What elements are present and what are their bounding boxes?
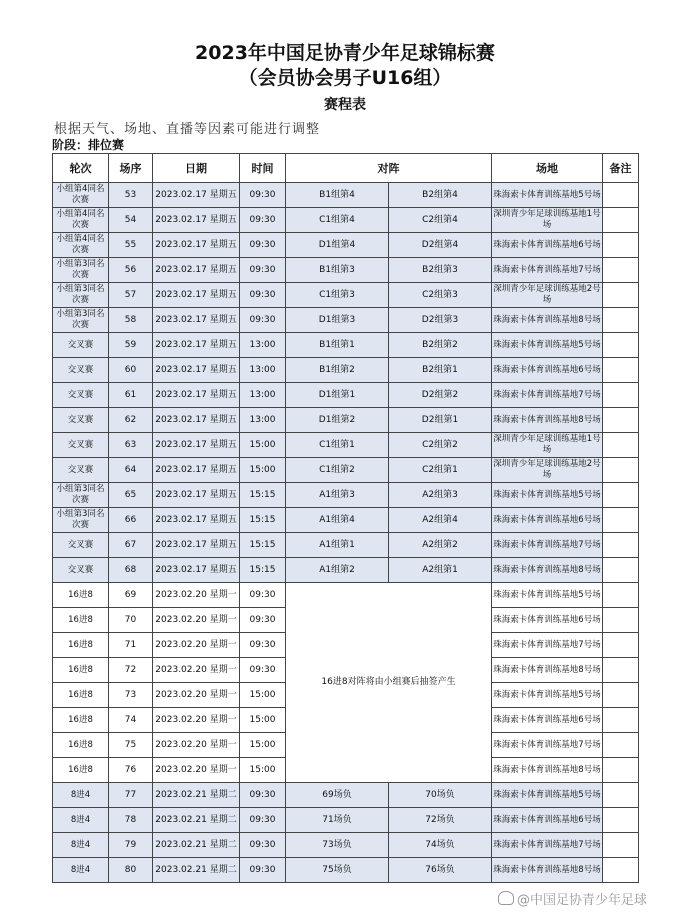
remark-cell: [603, 758, 639, 783]
match-no-cell: 68: [109, 558, 153, 583]
header-time: 时间: [240, 154, 286, 183]
home-team-cell: 73场负: [286, 833, 389, 858]
table-row: [53, 583, 639, 608]
away-team-cell: 76场负: [389, 858, 492, 883]
table-row: [53, 433, 639, 458]
remark-cell: [603, 658, 639, 683]
time-cell: 09:30: [240, 208, 286, 233]
round-cell: 16进8: [53, 608, 109, 633]
remark-cell: [603, 408, 639, 433]
home-team-cell: D1组第3: [286, 308, 389, 333]
round-cell: 小组第3同名次赛: [53, 508, 109, 533]
venue-cell: 珠海索卡体育训练基地7号场: [492, 258, 603, 283]
remark-cell: [603, 583, 639, 608]
round-cell: 小组第4同名次赛: [53, 233, 109, 258]
date-cell: 2023.02.20 星期一: [153, 583, 240, 608]
remark-cell: [603, 433, 639, 458]
remark-cell: [603, 383, 639, 408]
away-team-cell: D2组第1: [389, 408, 492, 433]
time-cell: 09:30: [240, 308, 286, 333]
home-team-cell: 69场负: [286, 783, 389, 808]
time-cell: 13:00: [240, 408, 286, 433]
table-row: [53, 458, 639, 483]
date-cell: 2023.02.21 星期二: [153, 808, 240, 833]
date-cell: 2023.02.17 星期五: [153, 533, 240, 558]
home-team-cell: 71场负: [286, 808, 389, 833]
home-team-cell: A1组第1: [286, 533, 389, 558]
match-no-cell: 55: [109, 233, 153, 258]
time-cell: 09:30: [240, 183, 286, 208]
venue-cell: 珠海索卡体育训练基地5号场: [492, 783, 603, 808]
round-cell: 交叉赛: [53, 533, 109, 558]
venue-cell: 珠海索卡体育训练基地5号场: [492, 483, 603, 508]
table-row: [53, 333, 639, 358]
time-cell: 15:00: [240, 708, 286, 733]
table-row: [53, 283, 639, 308]
home-team-cell: B1组第2: [286, 358, 389, 383]
round-cell: 小组第3同名次赛: [53, 483, 109, 508]
time-cell: 13:00: [240, 358, 286, 383]
date-cell: 2023.02.20 星期一: [153, 683, 240, 708]
title-line1: 2023年中国足协青少年足球锦标赛: [195, 42, 495, 64]
table-row: [53, 308, 639, 333]
away-team-cell: B2组第3: [389, 258, 492, 283]
time-cell: 09:30: [240, 783, 286, 808]
header-match-no: 场序: [109, 154, 153, 183]
header-date: 日期: [153, 154, 240, 183]
match-no-cell: 65: [109, 483, 153, 508]
home-team-cell: C1组第3: [286, 283, 389, 308]
match-no-cell: 58: [109, 308, 153, 333]
date-cell: 2023.02.17 星期五: [153, 433, 240, 458]
round-cell: 8进4: [53, 833, 109, 858]
table-row: [53, 358, 639, 383]
round-cell: 交叉赛: [53, 358, 109, 383]
watermark: [498, 889, 647, 908]
venue-cell: 珠海索卡体育训练基地6号场: [492, 608, 603, 633]
remark-cell: [603, 783, 639, 808]
header-venue: 场地: [492, 154, 603, 183]
round-cell: 交叉赛: [53, 433, 109, 458]
home-team-cell: B1组第1: [286, 333, 389, 358]
date-cell: 2023.02.20 星期一: [153, 608, 240, 633]
home-team-cell: A1组第2: [286, 558, 389, 583]
remark-cell: [603, 558, 639, 583]
match-no-cell: 75: [109, 733, 153, 758]
match-no-cell: 54: [109, 208, 153, 233]
remark-cell: [603, 458, 639, 483]
away-team-cell: C2组第3: [389, 283, 492, 308]
date-cell: 2023.02.17 星期五: [153, 258, 240, 283]
venue-cell: 深圳青少年足球训练基地1号场: [492, 433, 603, 458]
table-row: [53, 233, 639, 258]
round-cell: 小组第4同名次赛: [53, 208, 109, 233]
venue-cell: 珠海索卡体育训练基地5号场: [492, 333, 603, 358]
date-cell: 2023.02.17 星期五: [153, 483, 240, 508]
date-cell: 2023.02.20 星期一: [153, 708, 240, 733]
date-cell: 2023.02.17 星期五: [153, 283, 240, 308]
venue-cell: 珠海索卡体育训练基地7号场: [492, 383, 603, 408]
date-cell: 2023.02.17 星期五: [153, 183, 240, 208]
time-cell: 15:00: [240, 758, 286, 783]
time-cell: 09:30: [240, 283, 286, 308]
away-team-cell: A2组第2: [389, 533, 492, 558]
venue-cell: 珠海索卡体育训练基地6号场: [492, 358, 603, 383]
remark-cell: [603, 733, 639, 758]
date-cell: 2023.02.17 星期五: [153, 208, 240, 233]
away-team-cell: A2组第4: [389, 508, 492, 533]
round-cell: 交叉赛: [53, 408, 109, 433]
date-cell: 2023.02.17 星期五: [153, 308, 240, 333]
match-no-cell: 67: [109, 533, 153, 558]
away-team-cell: 72场负: [389, 808, 492, 833]
weibo-icon: [498, 891, 514, 905]
away-team-cell: A2组第1: [389, 558, 492, 583]
round-cell: 交叉赛: [53, 383, 109, 408]
table-row: [53, 183, 639, 208]
header-remark: 备注: [603, 154, 639, 183]
match-no-cell: 76: [109, 758, 153, 783]
round-cell: 小组第3同名次赛: [53, 283, 109, 308]
venue-cell: 珠海索卡体育训练基地6号场: [492, 708, 603, 733]
round-cell: 小组第3同名次赛: [53, 258, 109, 283]
date-cell: 2023.02.17 星期五: [153, 508, 240, 533]
round-cell: 16进8: [53, 633, 109, 658]
header-matchup: 对阵: [286, 154, 492, 183]
match-no-cell: 63: [109, 433, 153, 458]
match-no-cell: 66: [109, 508, 153, 533]
home-team-cell: C1组第4: [286, 208, 389, 233]
table-row: [53, 383, 639, 408]
away-team-cell: B2组第2: [389, 333, 492, 358]
date-cell: 2023.02.17 星期五: [153, 383, 240, 408]
match-no-cell: 59: [109, 333, 153, 358]
away-team-cell: D2组第2: [389, 383, 492, 408]
table-row: [53, 558, 639, 583]
venue-cell: 珠海索卡体育训练基地8号场: [492, 558, 603, 583]
round-cell: 16进8: [53, 758, 109, 783]
time-cell: 09:30: [240, 808, 286, 833]
date-cell: 2023.02.20 星期一: [153, 758, 240, 783]
round-cell: 16进8: [53, 683, 109, 708]
date-cell: 2023.02.17 星期五: [153, 358, 240, 383]
round-cell: 16进8: [53, 583, 109, 608]
date-cell: 2023.02.17 星期五: [153, 233, 240, 258]
round-cell: 16进8: [53, 658, 109, 683]
time-cell: 09:30: [240, 233, 286, 258]
title-line2: （会员协会男子U16组）: [238, 67, 452, 89]
venue-cell: 珠海索卡体育训练基地8号场: [492, 308, 603, 333]
round-cell: 交叉赛: [53, 333, 109, 358]
match-no-cell: 56: [109, 258, 153, 283]
remark-cell: [603, 608, 639, 633]
table-row: [53, 258, 639, 283]
remark-cell: [603, 208, 639, 233]
round-cell: 8进4: [53, 783, 109, 808]
time-cell: 15:00: [240, 458, 286, 483]
round-cell: 交叉赛: [53, 558, 109, 583]
table-row: [53, 858, 639, 883]
watermark-text: @中国足协青少年足球: [517, 893, 648, 908]
round-cell: 交叉赛: [53, 458, 109, 483]
time-cell: 15:00: [240, 683, 286, 708]
remark-cell: [603, 308, 639, 333]
venue-cell: 珠海索卡体育训练基地7号场: [492, 833, 603, 858]
venue-cell: 珠海索卡体育训练基地7号场: [492, 733, 603, 758]
time-cell: 09:30: [240, 658, 286, 683]
remark-cell: [603, 533, 639, 558]
home-team-cell: B1组第3: [286, 258, 389, 283]
match-no-cell: 64: [109, 458, 153, 483]
match-no-cell: 62: [109, 408, 153, 433]
table-row: [53, 483, 639, 508]
home-team-cell: C1组第1: [286, 433, 389, 458]
match-no-cell: 74: [109, 708, 153, 733]
date-cell: 2023.02.21 星期二: [153, 783, 240, 808]
title-line3: 赛程表: [324, 97, 366, 113]
table-row: [53, 208, 639, 233]
time-cell: 09:30: [240, 583, 286, 608]
date-cell: 2023.02.20 星期一: [153, 658, 240, 683]
table-row: [53, 408, 639, 433]
away-team-cell: 70场负: [389, 783, 492, 808]
round-cell: 16进8: [53, 733, 109, 758]
match-no-cell: 79: [109, 833, 153, 858]
venue-cell: 珠海索卡体育训练基地7号场: [492, 633, 603, 658]
venue-cell: 珠海索卡体育训练基地5号场: [492, 183, 603, 208]
time-cell: 13:00: [240, 333, 286, 358]
home-team-cell: A1组第3: [286, 483, 389, 508]
venue-cell: 深圳青少年足球训练基地2号场: [492, 458, 603, 483]
r16-matchup-note: 16进8对阵将由小组赛后抽签产生: [286, 583, 492, 783]
remark-cell: [603, 333, 639, 358]
date-cell: 2023.02.21 星期二: [153, 833, 240, 858]
remark-cell: [603, 183, 639, 208]
date-cell: 2023.02.17 星期五: [153, 558, 240, 583]
round-cell: 小组第3同名次赛: [53, 308, 109, 333]
remark-cell: [603, 283, 639, 308]
date-cell: 2023.02.20 星期一: [153, 733, 240, 758]
time-cell: 09:30: [240, 633, 286, 658]
match-no-cell: 69: [109, 583, 153, 608]
time-cell: 09:30: [240, 258, 286, 283]
venue-cell: 珠海索卡体育训练基地7号场: [492, 533, 603, 558]
match-no-cell: 72: [109, 658, 153, 683]
time-cell: 09:30: [240, 833, 286, 858]
header-row: [53, 154, 639, 183]
round-cell: 16进8: [53, 708, 109, 733]
venue-cell: 珠海索卡体育训练基地6号场: [492, 233, 603, 258]
date-cell: 2023.02.17 星期五: [153, 408, 240, 433]
table-row: [53, 833, 639, 858]
round-cell: 8进4: [53, 858, 109, 883]
away-team-cell: D2组第4: [389, 233, 492, 258]
match-no-cell: 53: [109, 183, 153, 208]
venue-cell: 珠海索卡体育训练基地8号场: [492, 658, 603, 683]
header-round: 轮次: [53, 154, 109, 183]
match-no-cell: 57: [109, 283, 153, 308]
time-cell: 09:30: [240, 608, 286, 633]
date-cell: 2023.02.17 星期五: [153, 333, 240, 358]
home-team-cell: D1组第2: [286, 408, 389, 433]
remark-cell: [603, 633, 639, 658]
time-cell: 15:15: [240, 533, 286, 558]
venue-cell: 珠海索卡体育训练基地8号场: [492, 858, 603, 883]
time-cell: 15:00: [240, 433, 286, 458]
remark-cell: [603, 833, 639, 858]
match-no-cell: 61: [109, 383, 153, 408]
venue-cell: 深圳青少年足球训练基地2号场: [492, 283, 603, 308]
home-team-cell: B1组第4: [286, 183, 389, 208]
venue-cell: 珠海索卡体育训练基地6号场: [492, 508, 603, 533]
remark-cell: [603, 858, 639, 883]
date-cell: 2023.02.17 星期五: [153, 458, 240, 483]
time-cell: 13:00: [240, 383, 286, 408]
venue-cell: 珠海索卡体育训练基地6号场: [492, 808, 603, 833]
venue-cell: 珠海索卡体育训练基地8号场: [492, 408, 603, 433]
table-row: [53, 508, 639, 533]
home-team-cell: 75场负: [286, 858, 389, 883]
away-team-cell: C2组第1: [389, 458, 492, 483]
match-no-cell: 73: [109, 683, 153, 708]
away-team-cell: 74场负: [389, 833, 492, 858]
time-cell: 15:15: [240, 483, 286, 508]
venue-cell: 珠海索卡体育训练基地5号场: [492, 583, 603, 608]
match-no-cell: 60: [109, 358, 153, 383]
time-cell: 15:15: [240, 558, 286, 583]
stage-label: 阶段：排位赛: [52, 138, 125, 152]
adjustment-notice: 根据天气、场地、直播等因素可能进行调整: [54, 122, 321, 137]
match-no-cell: 78: [109, 808, 153, 833]
away-team-cell: C2组第4: [389, 208, 492, 233]
remark-cell: [603, 358, 639, 383]
round-cell: 小组第4同名次赛: [53, 183, 109, 208]
remark-cell: [603, 483, 639, 508]
away-team-cell: D2组第3: [389, 308, 492, 333]
home-team-cell: A1组第4: [286, 508, 389, 533]
remark-cell: [603, 708, 639, 733]
time-cell: 09:30: [240, 858, 286, 883]
table-row: [53, 808, 639, 833]
time-cell: 15:15: [240, 508, 286, 533]
match-no-cell: 77: [109, 783, 153, 808]
match-no-cell: 70: [109, 608, 153, 633]
venue-cell: 珠海索卡体育训练基地5号场: [492, 683, 603, 708]
date-cell: 2023.02.21 星期二: [153, 858, 240, 883]
round-cell: 8进4: [53, 808, 109, 833]
remark-cell: [603, 508, 639, 533]
home-team-cell: D1组第1: [286, 383, 389, 408]
home-team-cell: D1组第4: [286, 233, 389, 258]
away-team-cell: B2组第4: [389, 183, 492, 208]
home-team-cell: C1组第2: [286, 458, 389, 483]
date-cell: 2023.02.20 星期一: [153, 633, 240, 658]
match-no-cell: 71: [109, 633, 153, 658]
remark-cell: [603, 683, 639, 708]
table-row: [53, 783, 639, 808]
remark-cell: [603, 258, 639, 283]
time-cell: 15:00: [240, 733, 286, 758]
table-row: [53, 533, 639, 558]
remark-cell: [603, 233, 639, 258]
away-team-cell: B2组第1: [389, 358, 492, 383]
schedule-table: [52, 153, 639, 883]
venue-cell: 珠海索卡体育训练基地8号场: [492, 758, 603, 783]
away-team-cell: C2组第2: [389, 433, 492, 458]
remark-cell: [603, 808, 639, 833]
venue-cell: 深圳青少年足球训练基地1号场: [492, 208, 603, 233]
match-no-cell: 80: [109, 858, 153, 883]
away-team-cell: A2组第3: [389, 483, 492, 508]
